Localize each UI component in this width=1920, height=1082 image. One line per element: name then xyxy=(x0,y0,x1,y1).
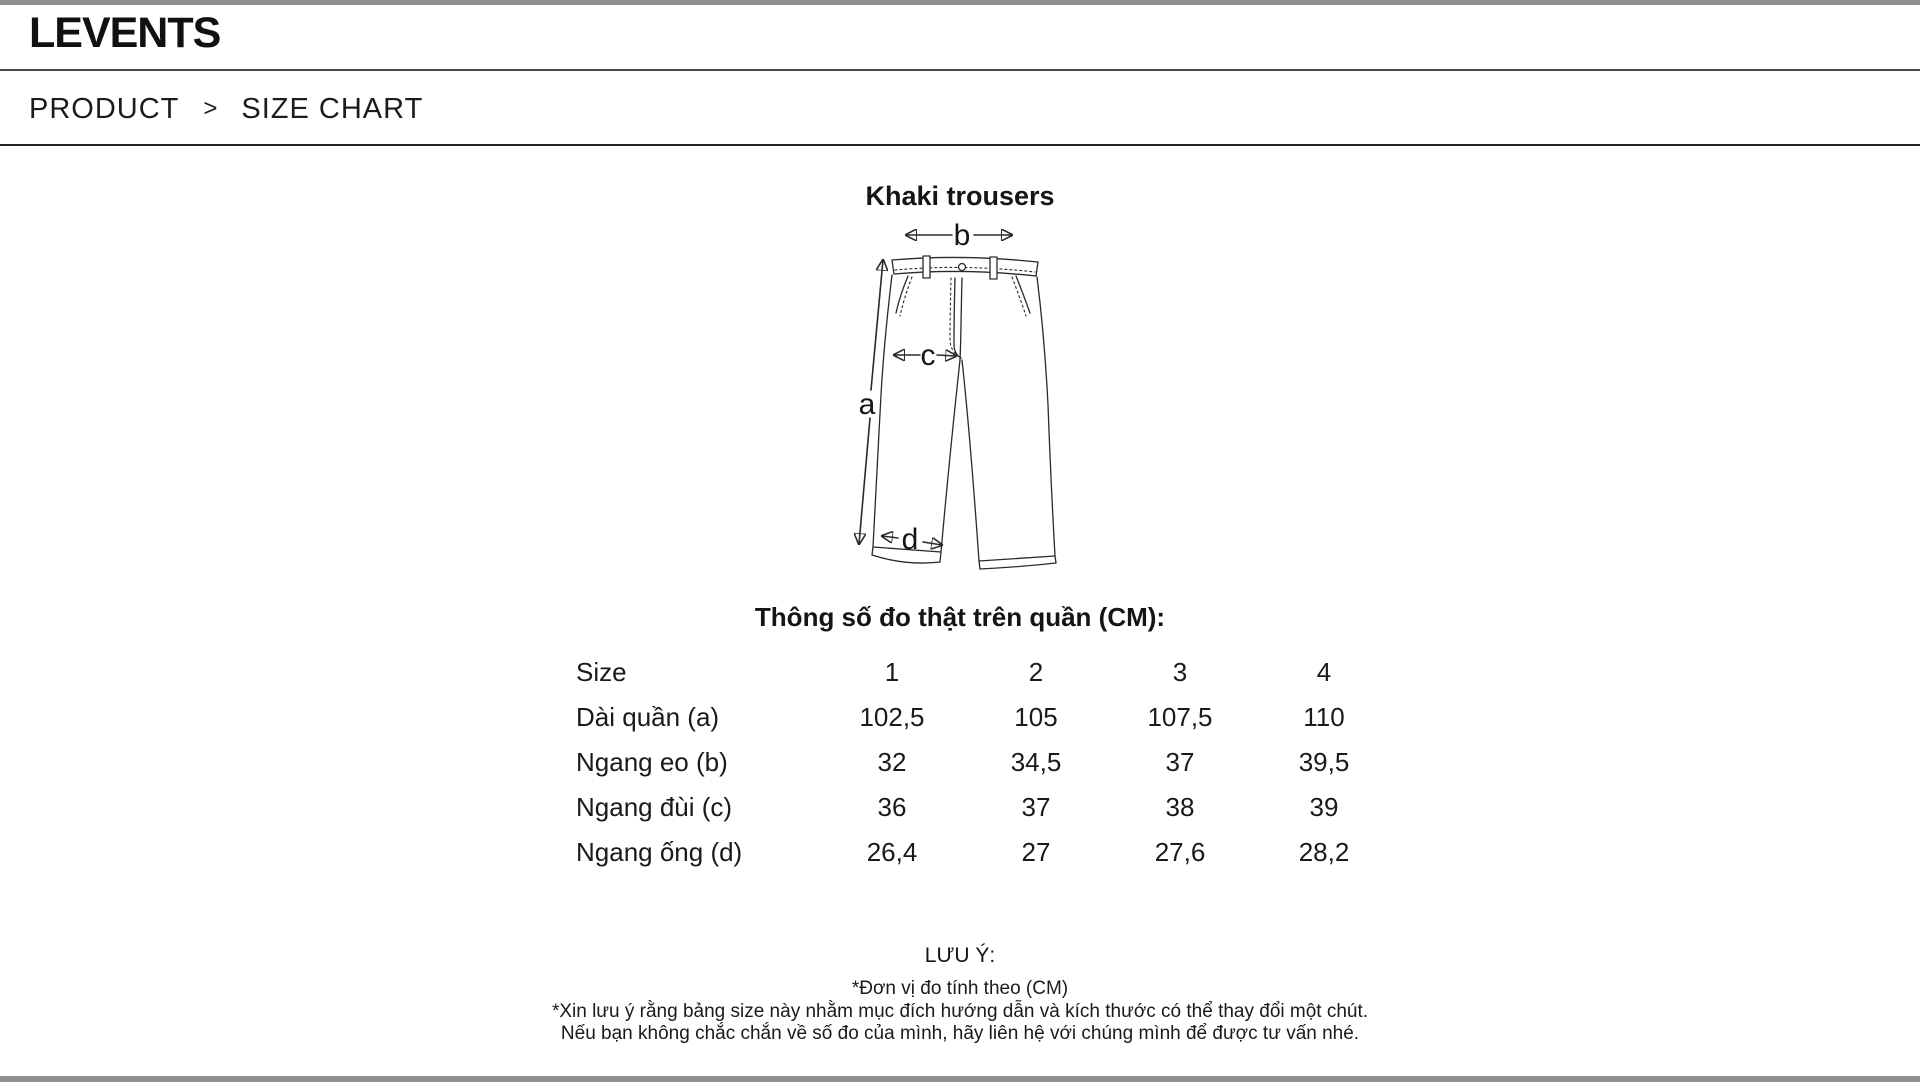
size-column-2: 2 xyxy=(1028,657,1044,687)
belt-loop-left xyxy=(923,256,930,278)
note-line-unit: *Đơn vị đo tính theo (CM) xyxy=(851,978,1069,999)
row-label: Ngang đùi (c) xyxy=(576,792,733,822)
cell-value: 102,5 xyxy=(859,702,925,732)
cell-value: 26,4 xyxy=(866,837,918,867)
measure-label-d: d xyxy=(901,523,919,556)
measure-label-c: c xyxy=(920,339,936,372)
size-column-4: 4 xyxy=(1316,657,1332,687)
note-line-disclaimer: *Xin lưu ý rằng bảng size này nhằm mục đích hướng dẫn và kích thước có thể thay đổi một chút. xyxy=(551,1000,1369,1022)
trousers-measurement-diagram xyxy=(840,220,1100,580)
measure-label-a: a xyxy=(858,388,876,421)
cell-value: 105 xyxy=(1014,702,1058,732)
cell-value: 32 xyxy=(877,747,907,777)
cell-value: 27 xyxy=(1021,837,1051,867)
breadcrumb-separator: > xyxy=(203,95,218,122)
breadcrumb-item-size-chart: SIZE CHART xyxy=(241,93,424,125)
belt-loop-right xyxy=(990,257,997,279)
size-table-heading: Thông số đo thật trên quần (CM): xyxy=(754,602,1166,632)
trousers-outline-drawing xyxy=(872,256,1056,569)
notes-block xyxy=(0,978,1920,1046)
cell-value: 28,2 xyxy=(1298,837,1350,867)
size-table-header-label: Size xyxy=(576,657,627,687)
breadcrumb-item-product[interactable]: PRODUCT xyxy=(29,93,180,125)
breadcrumb xyxy=(29,94,423,124)
size-table-header-row xyxy=(576,650,1396,695)
notes-title: LƯU Ý: xyxy=(924,944,996,967)
row-label: Ngang ống (d) xyxy=(576,837,743,867)
cell-value: 37 xyxy=(1165,747,1195,777)
row-label: Dài quần (a) xyxy=(576,702,720,732)
brand-logo[interactable]: LEVENTS xyxy=(29,9,221,57)
waist-button xyxy=(959,264,966,271)
top-border-bar xyxy=(0,0,1920,5)
header-divider xyxy=(0,69,1920,71)
cell-value: 110 xyxy=(1303,702,1345,732)
table-row-length xyxy=(576,695,1396,740)
cell-value: 37 xyxy=(1021,792,1051,822)
page-title: Khaki trousers xyxy=(865,181,1055,211)
cell-value: 39,5 xyxy=(1298,747,1350,777)
note-line-contact: Nếu bạn không chắc chắn về số đo của mình, hãy liên hệ với chúng mình để được tư vấn nhé. xyxy=(560,1023,1360,1044)
table-row-hem xyxy=(576,830,1396,875)
cell-value: 36 xyxy=(877,792,907,822)
breadcrumb-divider xyxy=(0,144,1920,146)
table-row-waist xyxy=(576,740,1396,785)
measure-label-b: b xyxy=(953,220,971,252)
cell-value: 39 xyxy=(1309,792,1339,822)
size-column-3: 3 xyxy=(1172,657,1188,687)
table-row-thigh xyxy=(576,785,1396,830)
bottom-border-bar xyxy=(0,1076,1920,1082)
cell-value: 107,5 xyxy=(1147,702,1213,732)
cell-value: 27,6 xyxy=(1154,837,1206,867)
size-column-1: 1 xyxy=(884,657,900,687)
row-label: Ngang eo (b) xyxy=(576,747,728,777)
size-table xyxy=(576,650,1396,875)
cell-value: 38 xyxy=(1165,792,1195,822)
cell-value: 34,5 xyxy=(1010,747,1062,777)
